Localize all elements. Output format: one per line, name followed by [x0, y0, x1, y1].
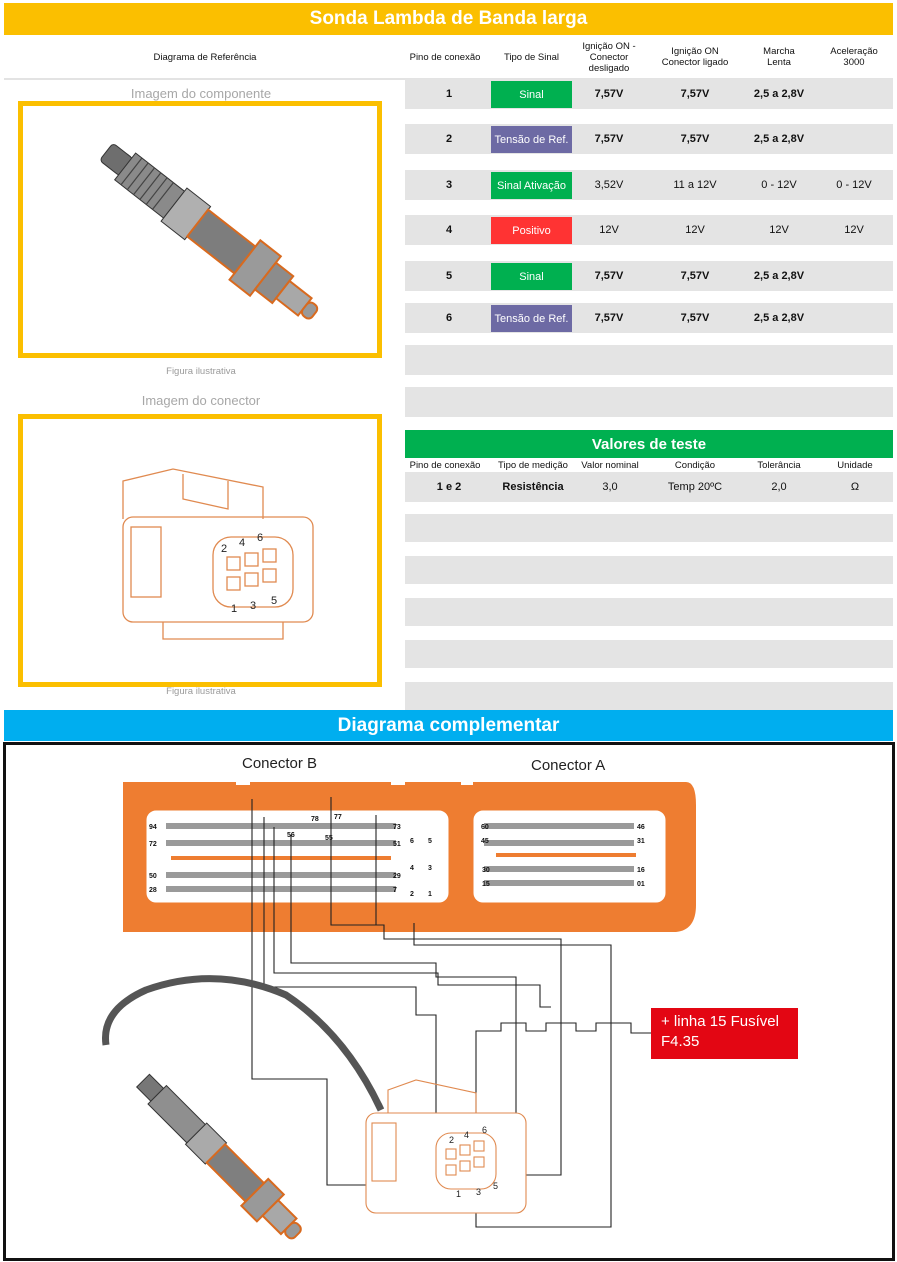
test-header-pin: Pino de conexão — [409, 460, 481, 471]
ign-on-value: 12V — [685, 224, 705, 236]
test-nominal: 3,0 — [602, 481, 618, 493]
component-image-frame — [18, 101, 382, 358]
test-pin: 1 e 2 — [436, 481, 462, 493]
pin-label: 30 — [482, 867, 490, 874]
page-title: Sonda Lambda de Banda larga — [4, 3, 893, 35]
pin-label: 2 — [410, 891, 414, 898]
accel-value — [822, 261, 886, 291]
ign-on-value: 11 a 12V — [673, 179, 717, 191]
header-accel: Aceleração 3000 — [830, 46, 878, 68]
pin-label: 16 — [637, 867, 645, 874]
connector-pin-5-label: 5 — [271, 595, 278, 607]
pin-label: 78 — [311, 816, 319, 823]
pin-label: 94 — [149, 824, 157, 831]
connector-image-frame — [18, 414, 382, 687]
diagram-pin-3-label: 3 — [476, 1187, 482, 1197]
component-image-caption: Imagem do componente — [130, 86, 272, 101]
pin-number: 5 — [445, 270, 453, 282]
ign-on-value: 7,57V — [680, 88, 710, 100]
pin-number: 2 — [445, 133, 453, 145]
connector-pin-3-label: 3 — [250, 600, 257, 612]
connector-pin-1-label: 1 — [231, 603, 238, 615]
pin-label: 77 — [334, 814, 342, 821]
diagram-connector — [366, 1080, 526, 1213]
pin-label: 50 — [149, 873, 157, 880]
test-header-tolerance: Tolerância — [757, 460, 801, 471]
ign-off-value: 7,57V — [594, 88, 624, 100]
test-header-unit: Unidade — [837, 460, 873, 471]
table-row-empty — [405, 598, 893, 626]
idle-value: 2,5 a 2,8V — [753, 270, 805, 282]
pin-label: 56 — [287, 832, 295, 839]
connector-illustration — [23, 419, 377, 682]
header-diagram-ref: Diagrama de Referência — [153, 51, 257, 63]
pin-number: 6 — [445, 312, 453, 324]
signal-type-badge: Tensão de Ref. — [491, 305, 572, 332]
figure-caption-1: Figura ilustrativa — [166, 366, 236, 377]
connector-b-pin-row — [166, 823, 396, 829]
pin-label: 7 — [393, 887, 397, 894]
table-row — [405, 303, 893, 333]
connector-b-pin-row — [166, 872, 396, 878]
table-row-empty — [405, 640, 893, 668]
connector-b-divider — [171, 856, 391, 860]
pin-label: 29 — [393, 873, 401, 880]
pin-label: 6 — [410, 838, 414, 845]
accel-value — [822, 79, 886, 109]
ign-off-value: 12V — [599, 224, 619, 236]
signal-type-badge: Tensão de Ref. — [491, 126, 572, 153]
pin-label: 60 — [481, 824, 489, 831]
ign-on-value: 7,57V — [680, 133, 710, 145]
pin-label: 28 — [149, 887, 157, 894]
table-row-empty — [405, 682, 893, 710]
table-row-empty — [405, 556, 893, 584]
test-header-measure: Tipo de medição — [498, 460, 568, 471]
ign-on-value: 7,57V — [680, 270, 710, 282]
signal-type-badge: Sinal — [491, 81, 572, 108]
accel-value — [822, 303, 886, 333]
diagram-sensor — [130, 1067, 311, 1248]
connector-a-pin-row — [484, 866, 634, 872]
diagram-pin-6-label: 6 — [482, 1125, 488, 1135]
table-row — [405, 170, 893, 200]
table-row — [405, 79, 893, 109]
signal-type-badge: Positivo — [491, 217, 572, 244]
diagram-pin-4-label: 4 — [464, 1130, 470, 1140]
ecu-notch — [391, 777, 405, 785]
test-tolerance: 2,0 — [771, 481, 787, 493]
table-row-empty — [405, 514, 893, 542]
test-values-row — [405, 472, 893, 502]
diagram-pin-1-label: 1 — [456, 1189, 462, 1199]
ecu-notch — [236, 777, 250, 785]
test-measure: Resistência — [502, 481, 564, 493]
connector-a-pin-row — [484, 880, 634, 886]
connector-image-caption: Imagem do conector — [141, 393, 261, 408]
signal-type-badge: Sinal — [491, 263, 572, 290]
diagram-pin-5-label: 5 — [493, 1181, 499, 1191]
pin-label: 4 — [410, 865, 414, 872]
test-header-nominal: Valor nominal — [581, 460, 639, 471]
pin-number: 3 — [445, 179, 453, 191]
wiring-diagram — [3, 742, 895, 1261]
signal-type-badge: Sinal Ativação — [491, 172, 572, 199]
ign-off-value: 7,57V — [594, 312, 624, 324]
ign-off-value: 7,57V — [594, 133, 624, 145]
pin-number: 4 — [445, 224, 453, 236]
ign-on-value: 7,57V — [680, 312, 710, 324]
test-unit: Ω — [850, 481, 860, 493]
accel-value — [822, 124, 886, 154]
accel-value: 12V — [844, 224, 864, 236]
figure-caption-2: Figura ilustrativa — [166, 686, 236, 697]
diagram-pin-2-label: 2 — [449, 1135, 455, 1145]
pin-label: 01 — [637, 881, 645, 888]
pin-label: 51 — [393, 841, 401, 848]
test-condition: Temp 20ºC — [667, 481, 723, 493]
pin-label: 45 — [481, 838, 489, 845]
table-row-empty — [405, 387, 893, 417]
pin-label: 31 — [637, 838, 645, 845]
test-header-condition: Condição — [674, 460, 716, 471]
table-row — [405, 124, 893, 154]
connector-b-label: Conector B — [242, 755, 318, 772]
wiring-diagram-svg — [6, 745, 892, 1258]
pin-label: 3 — [428, 865, 432, 872]
header-ign-on: Ignição ON Conector ligado — [661, 46, 729, 68]
fuse-label-box — [651, 1008, 798, 1059]
diagram-title: Diagrama complementar — [4, 710, 893, 741]
ecu-notch — [461, 777, 473, 785]
pin-label: 46 — [637, 824, 645, 831]
header-idle: Marcha Lenta — [763, 46, 795, 68]
connector-pin-6-label: 6 — [257, 532, 264, 544]
idle-value: 12V — [769, 224, 789, 236]
pin-label: 72 — [149, 841, 157, 848]
pin-label: 73 — [393, 824, 401, 831]
idle-value: 2,5 a 2,8V — [753, 133, 805, 145]
header-signal-type: Tipo de Sinal — [503, 51, 560, 63]
table-row — [405, 261, 893, 291]
table-row-empty — [405, 345, 893, 375]
header-ign-off: Ignição ON - Conector desligado — [582, 40, 636, 74]
pin-number: 1 — [445, 88, 453, 100]
connector-pin-4-label: 4 — [239, 537, 246, 549]
fuse-line-2: F4.35 — [661, 1033, 700, 1050]
connector-a-label: Conector A — [531, 757, 606, 774]
accel-value: 0 - 12V — [836, 179, 872, 191]
header-pin: Pino de conexão — [409, 51, 481, 63]
idle-value: 2,5 a 2,8V — [753, 88, 805, 100]
connector-pin-2-label: 2 — [221, 543, 228, 555]
oxygen-sensor-illustration — [23, 106, 377, 353]
idle-value: 2,5 a 2,8V — [753, 312, 805, 324]
ign-off-value: 7,57V — [594, 270, 624, 282]
idle-value: 0 - 12V — [761, 179, 797, 191]
connector-a-pin-row — [484, 823, 634, 829]
pin-label: 55 — [325, 835, 333, 842]
ign-off-value: 3,52V — [594, 179, 624, 191]
pin-label: 15 — [482, 881, 490, 888]
test-values-title: Valores de teste — [405, 430, 893, 458]
connector-b-pin-row — [166, 840, 396, 846]
connector-b-pin-row — [166, 886, 396, 892]
connector-a-divider — [496, 853, 636, 857]
connector-a-pin-row — [484, 840, 634, 846]
pin-label: 1 — [428, 891, 432, 898]
fuse-line-1: + linha 15 Fusível — [661, 1013, 779, 1030]
pin-label: 5 — [428, 838, 432, 845]
table-row — [405, 215, 893, 245]
